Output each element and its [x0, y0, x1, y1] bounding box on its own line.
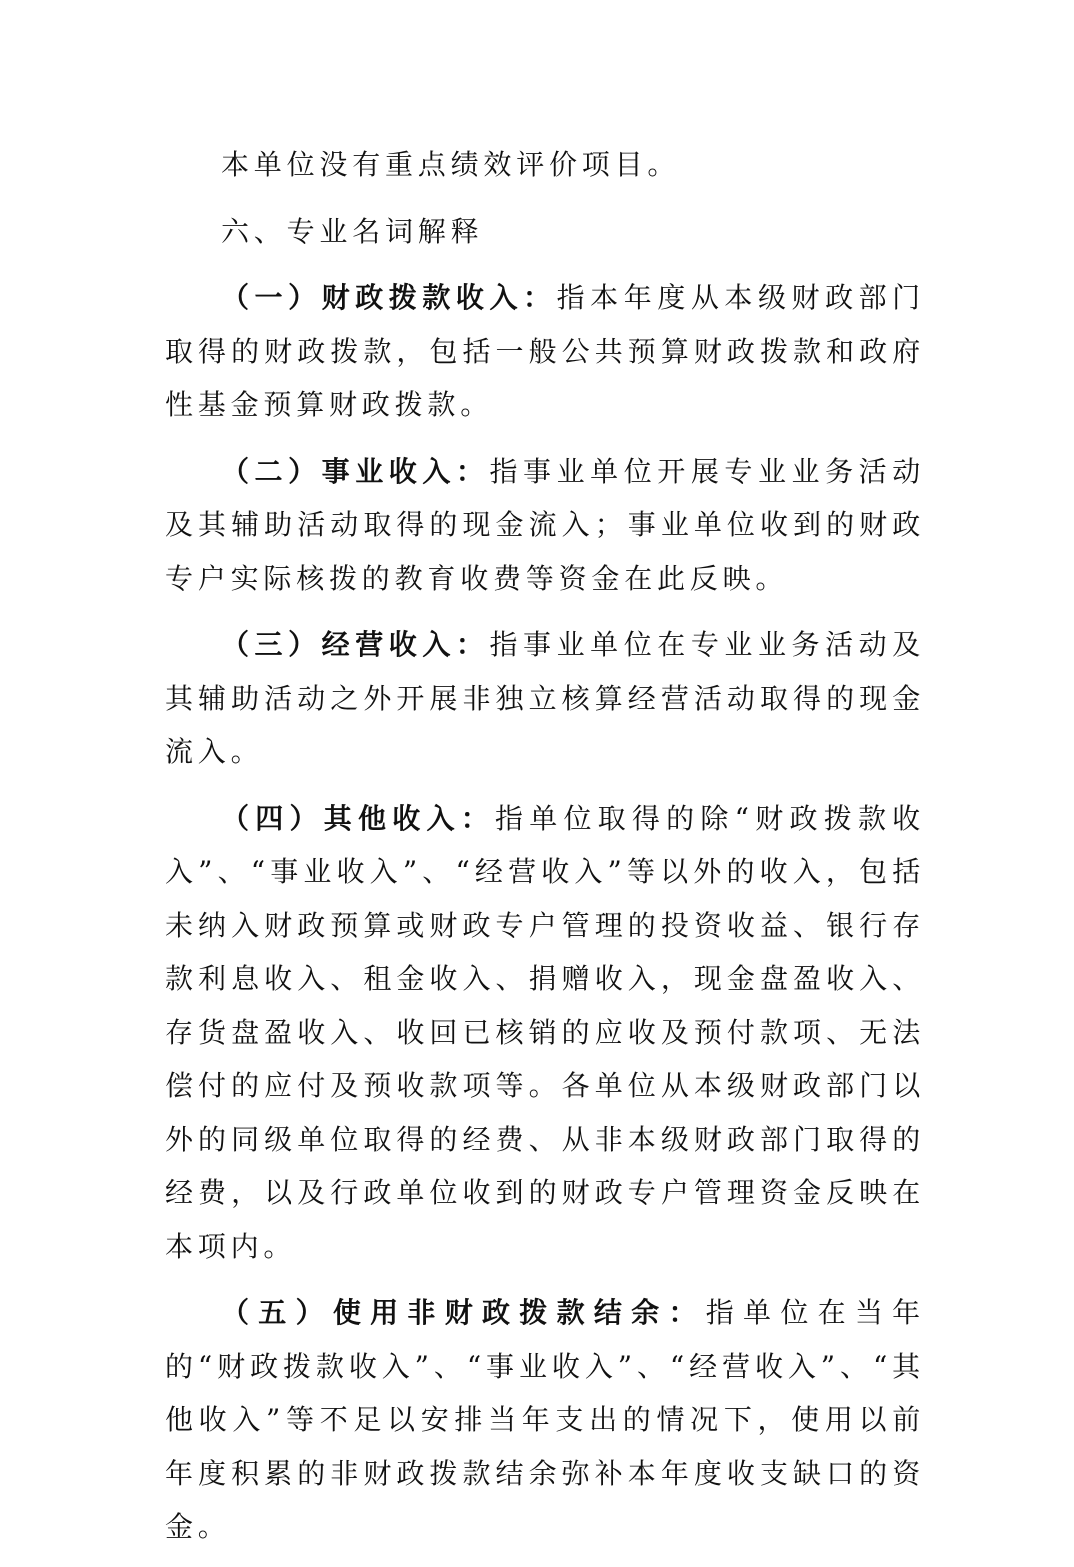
definition-colon-5: ： [668, 1296, 706, 1329]
definition-term-2: （二）事业收入 [221, 454, 456, 488]
definition-term-4: （四）其他收入 [221, 801, 461, 835]
definition-term-1: （一）财政拨款收入 [221, 281, 524, 314]
section-heading: 六、专业名词解释 [221, 214, 484, 248]
definition-text-3: 指事业单位在专业业务活动及其辅助活动之外开展非独立核算经营活动取得的现金流入。 [165, 628, 925, 768]
definition-colon-4: ： [460, 801, 495, 835]
definition-text-5: 指单位在当年的“财政拨款收入”、“事业收入”、“经营收入”、“其他收入”等不足以安排当年支出的情况下，使用以前年度积累的非财政拨款结余弥补本年度收支缺口的资金。 [165, 1296, 925, 1543]
intro-paragraph: 本单位没有重点绩效评价项目。 [221, 148, 681, 181]
definition-colon-2: ： [455, 454, 490, 488]
definition-term-3: （三）经营收入 [221, 628, 456, 661]
definition-paragraph-2 [165, 445, 925, 606]
definition-text-4: 指单位取得的除“财政拨款收入”、“事业收入”、“经营收入”等以外的收入，包括未纳入财政预算或财政专户管理的投资收益、银行存款利息收入、租金收入、捐赠收入，现金盘盈收入、存货盘盈收入、收回已核销的应收及预付款项、无法偿付的应付及预收款项等。各单位从本级财政部门以外的同级单位取得的经费、从非本级财政部门取得的经费，以及行政单位收到的财政专户管理资金反映在本项内。 [165, 801, 925, 1263]
definition-text-2: 指事业单位开展专业业务活动及其辅助活动取得的现金流入；事业单位收到的财政专户实际核拨的教育收费等资金在此反映。 [165, 454, 925, 595]
definition-paragraph-1 [165, 271, 925, 432]
definition-term-5: （五）使用非财政拨款结余 [221, 1296, 669, 1329]
definition-colon-3: ： [455, 628, 490, 661]
document-page [165, 138, 925, 1567]
definition-paragraph-5 [165, 1286, 925, 1554]
definition-paragraph-3 [165, 618, 925, 779]
definition-text-1: 指本年度从本级财政部门取得的财政拨款，包括一般公共预算财政拨款和政府性基金预算财政拨款。 [165, 281, 925, 421]
definition-colon-1: ： [523, 281, 557, 314]
definition-paragraph-4 [165, 792, 925, 1274]
